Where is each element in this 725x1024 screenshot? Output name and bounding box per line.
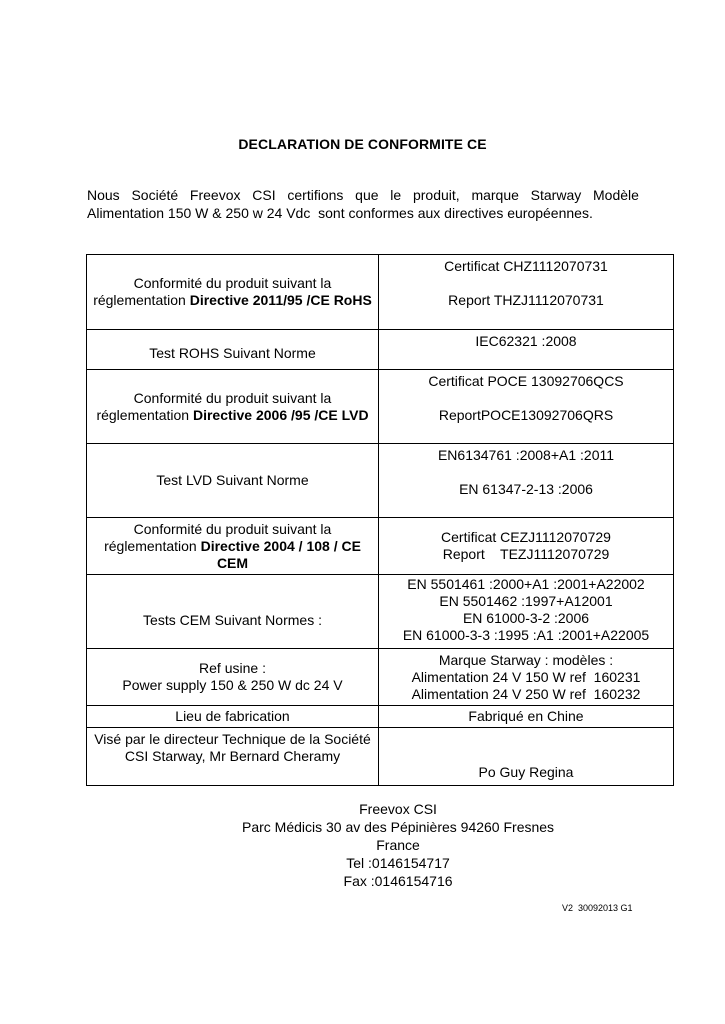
cem-test-label: Tests CEM Suivant Normes : <box>143 612 322 628</box>
ref-usine-label: Ref usine : <box>199 660 266 676</box>
lvd-certificate: Certificat POCE 13092706QCS <box>428 373 624 389</box>
models-heading: Marque Starway : modèles : <box>438 651 614 668</box>
lvd-norm-cell <box>379 444 674 518</box>
intro-word: marque <box>471 187 519 203</box>
lvd-directive-text: Conformité du produit suivant la réglementation <box>96 389 332 423</box>
ref-usine-cell <box>87 649 379 706</box>
lieu-value-cell <box>379 706 674 728</box>
cem-norm: EN 5501461 :2000+A1 :2001+A22002 <box>407 576 645 592</box>
rohs-norm-cell <box>379 330 674 370</box>
rohs-certificate-cell <box>379 255 674 330</box>
rohs-norm: IEC62321 :2008 <box>475 333 577 349</box>
intro-word: Modèle <box>593 187 639 203</box>
intro-word: CSI <box>252 187 276 203</box>
company-address-block <box>242 800 554 890</box>
table-row <box>87 255 674 330</box>
cem-norm: EN 61000-3-3 :1995 :A1 :2001+A22005 <box>402 627 650 643</box>
rohs-directive-text: Conformité du produit suivant la réglementation <box>93 275 332 308</box>
intro-word: que <box>355 187 379 203</box>
table-row <box>87 649 674 706</box>
intro-line-2: Alimentation 150 W & 250 w 24 Vdc sont conformes aux directives européennes. <box>87 205 593 221</box>
table-row <box>87 330 674 370</box>
cem-test-cell <box>87 575 379 649</box>
cem-directive-text: Conformité du produit suivant la réglementation <box>104 520 332 554</box>
table-row <box>87 370 674 444</box>
intro-word: Nous <box>87 187 120 203</box>
intro-word: Société <box>131 187 179 203</box>
rohs-test-label: Test ROHS Suivant Norme <box>149 345 316 361</box>
rohs-report: Report THZJ1112070731 <box>448 292 604 308</box>
cem-norm: EN 5501462 :1997+A12001 <box>439 593 613 609</box>
cem-certificate-cell <box>379 518 674 575</box>
rohs-directive-cell <box>87 255 379 330</box>
cem-norm-cell <box>379 575 674 649</box>
lvd-directive-cell <box>87 370 379 444</box>
intro-paragraph <box>87 186 639 222</box>
model-item: Alimentation 24 V 150 W ref 160231 <box>411 668 641 685</box>
vise-label: Visé par le directeur Technique de la Société CSI Starway, Mr Bernard Cheramy <box>94 731 379 764</box>
company-country: France <box>376 837 420 853</box>
intro-word: certifions <box>287 187 344 203</box>
cem-certificate: Certificat CEZJ1112070729 <box>441 529 611 545</box>
intro-word: Freevox <box>189 187 241 203</box>
rohs-test-cell <box>87 330 379 370</box>
lvd-test-label: Test LVD Suivant Norme <box>156 472 309 488</box>
lvd-directive-name: Directive 2006 /95 /CE LVD <box>192 406 369 423</box>
conformity-table <box>86 254 674 786</box>
lieu-value: Fabriqué en Chine <box>468 708 584 724</box>
company-address: Parc Médicis 30 av des Pépinières 94260 Fresnes <box>242 819 555 835</box>
lieu-label: Lieu de fabrication <box>175 708 290 724</box>
lvd-test-cell <box>87 444 379 518</box>
lvd-norm: EN 61347-2-13 :2006 <box>459 481 593 497</box>
intro-word: produit, <box>412 187 460 203</box>
cem-report: Report TEZJ1112070729 <box>442 546 610 562</box>
signatory-cell <box>379 728 674 786</box>
lvd-norm: EN6134761 :2008+A1 :2011 <box>437 447 615 463</box>
table-row <box>87 728 674 786</box>
cem-directive-name: Directive 2004 / 108 / CE CEM <box>200 537 361 571</box>
table-row <box>87 444 674 518</box>
lieu-label-cell <box>87 706 379 728</box>
document-version: V2 30092013 G1 <box>562 903 633 913</box>
vise-label-cell <box>87 728 379 786</box>
rohs-certificate: Certificat CHZ1112070731 <box>444 258 608 274</box>
table-row <box>87 706 674 728</box>
cem-directive-cell <box>87 518 379 575</box>
company-name: Freevox CSI <box>359 801 437 817</box>
cem-norm: EN 61000-3-2 :2006 <box>462 610 590 626</box>
models-cell <box>379 649 674 706</box>
lvd-certificate-cell <box>379 370 674 444</box>
intro-word: Starway <box>530 187 582 203</box>
document-title: DECLARATION DE CONFORMITE CE <box>238 136 487 152</box>
intro-line-1 <box>87 186 639 204</box>
signatory-name: Po Guy Regina <box>478 764 574 780</box>
company-fax: Fax :0146154716 <box>343 873 453 889</box>
company-phone: Tel :0146154717 <box>346 855 450 871</box>
rohs-directive-name: Directive 2011/95 /CE RoHS <box>189 292 372 308</box>
table-row <box>87 575 674 649</box>
model-item: Alimentation 24 V 250 W ref 160232 <box>411 685 641 702</box>
intro-word: le <box>390 187 402 203</box>
table-row <box>87 518 674 575</box>
lvd-report: ReportPOCE13092706QRS <box>438 407 614 423</box>
ref-usine-value: Power supply 150 & 250 W dc 24 V <box>122 677 343 693</box>
